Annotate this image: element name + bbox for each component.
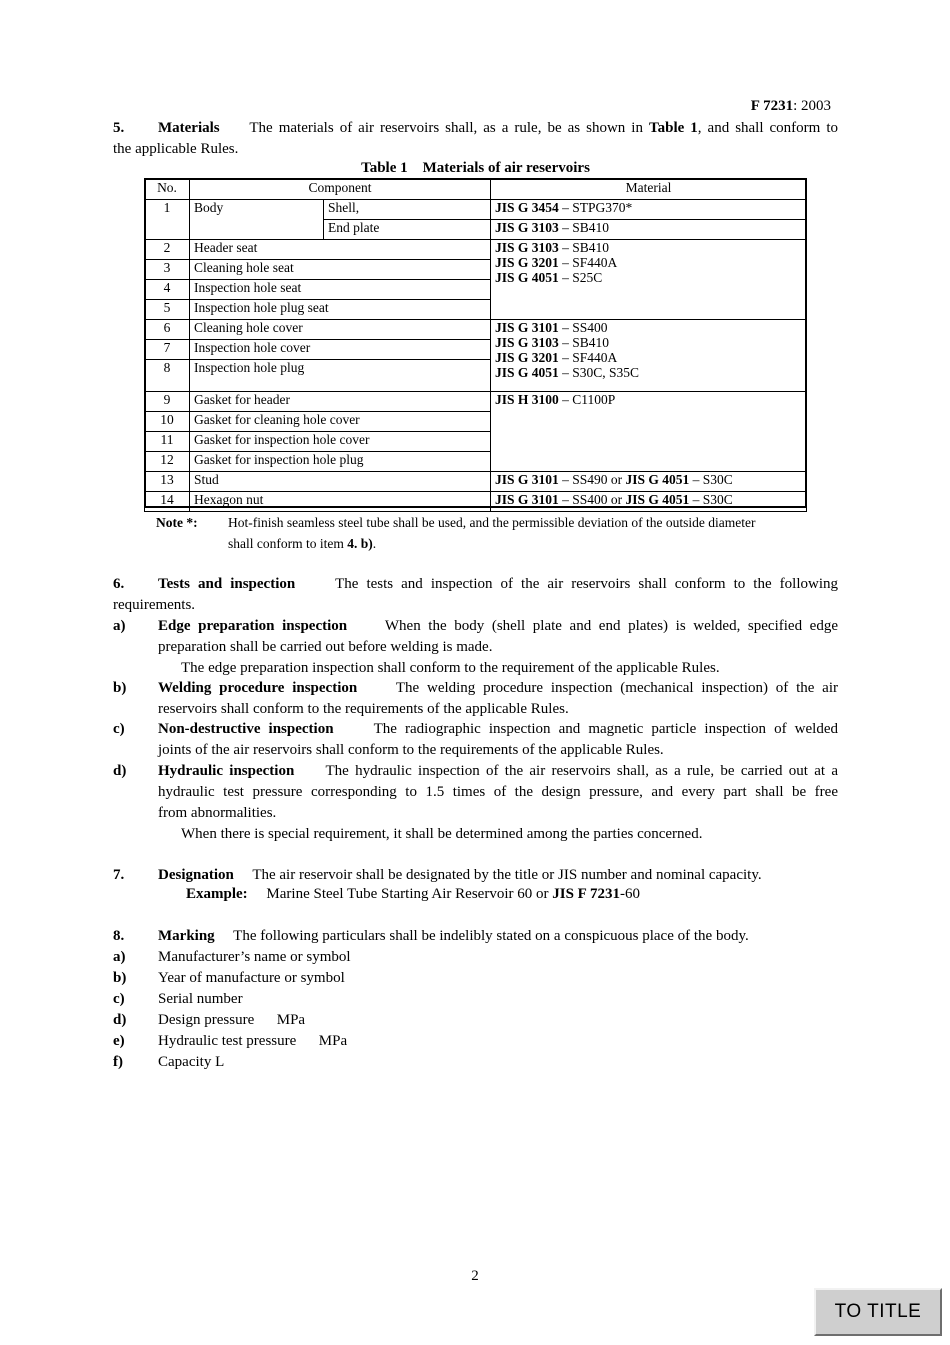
col-header-component: Component bbox=[190, 180, 491, 200]
section-5-heading: 5. Materials The materials of air reservoirs shall, as a rule, be as shown in Table 1, and shall conform to bbox=[113, 120, 839, 136]
table-reference: Table 1 bbox=[648, 120, 698, 136]
section-6-heading: 6. Tests and inspection The tests and inspection of the air reservoirs shall conform to the following bbox=[113, 576, 838, 592]
standard-number: F 7231 bbox=[750, 98, 794, 114]
table-note: Note *: Hot-finish seamless steel tube shall be used, and the permissible deviation of the outside diameter shall conform to item 4. b). bbox=[156, 515, 756, 551]
list-item: c) Serial number bbox=[113, 991, 243, 1007]
table-caption: Table 1 Materials of air reservoirs bbox=[361, 160, 590, 176]
section-6-title: Tests and inspection bbox=[158, 576, 296, 592]
list-item: b) Year of manufacture or symbol bbox=[113, 970, 345, 986]
material-group-c: JIS H 3100 – C1100P bbox=[491, 392, 807, 472]
table-header-row bbox=[145, 180, 807, 200]
inspection-d: d) Hydraulic inspection The hydraulic inspection of the air reservoirs shall, as a rule, be carried out at a hydraulic test pressure corresponding to 1.5 times of the design pressure, and every part shall be free from abnormalities. When there is special requirement, it shall be determined among the parties concerned. bbox=[113, 763, 838, 842]
table-row: 8 Inspection hole plug bbox=[145, 360, 807, 392]
standard-year: : 2003 bbox=[793, 98, 831, 114]
table-row: 13 Stud JIS G 3101 – SS490 or JIS G 4051 – S30C bbox=[145, 472, 807, 492]
table-row: 3 Cleaning hole seat bbox=[145, 260, 807, 280]
list-item: d) Design pressure MPa bbox=[113, 1012, 306, 1028]
table-row: 10 Gasket for cleaning hole cover bbox=[145, 412, 807, 432]
table-row: 4 Inspection hole seat bbox=[145, 280, 807, 300]
table-row: 9 Gasket for header JIS H 3100 – C1100P bbox=[145, 392, 807, 412]
designation-example: Example: Marine Steel Tube Starting Air Reservoir 60 or JIS F 7231-60 bbox=[186, 886, 641, 902]
table-row: 11 Gasket for inspection hole cover bbox=[145, 432, 807, 452]
col-header-material: Material bbox=[491, 180, 807, 200]
section-5-title: Materials bbox=[158, 120, 220, 136]
section-8-heading: 8. Marking The following particulars shall be indelibly stated on a conspicuous place of the body. bbox=[113, 928, 749, 944]
material-group-a: JIS G 3103 – SB410 JIS G 3201 – SF440A JIS G 4051 – S25C bbox=[491, 240, 807, 320]
list-item: e) Hydraulic test pressure MPa bbox=[113, 1033, 348, 1049]
section-7-heading: 7. Designation The air reservoir shall be designated by the title or JIS number and nominal capacity. bbox=[113, 867, 762, 883]
col-header-no: No. bbox=[145, 180, 190, 200]
materials-table bbox=[144, 179, 807, 512]
table-row: 1 Body Shell, JIS G 3454 – STPG370* bbox=[145, 200, 807, 220]
to-title-button[interactable]: TO TITLE bbox=[814, 1288, 942, 1336]
section-8-title: Marking bbox=[158, 928, 215, 944]
inspection-b: b) Welding procedure inspection The welding procedure inspection (mechanical inspection) of the air reservoirs shall conform to the requirements of the applicable Rules. bbox=[113, 680, 838, 717]
table-row: End plate JIS G 3103 – SB410 bbox=[145, 220, 807, 240]
table-row: 5 Inspection hole plug seat bbox=[145, 300, 807, 320]
list-item: f) Capacity L bbox=[113, 1054, 225, 1070]
document-header bbox=[751, 98, 831, 115]
section-5-text-cont: the applicable Rules. bbox=[113, 141, 239, 157]
table-row: 2 Header seat JIS G 3103 – SB410 JIS G 3201 – SF440A JIS G 4051 – S25C bbox=[145, 240, 807, 260]
table-row: 14 Hexagon nut JIS G 3101 – SS400 or JIS G 4051 – S30C bbox=[145, 492, 807, 512]
material-group-b: JIS G 3101 – SS400 JIS G 3103 – SB410 JIS G 3201 – SF440A JIS G 4051 – S30C, S35C bbox=[491, 320, 807, 392]
table-row: 6 Cleaning hole cover JIS G 3101 – SS400 JIS G 3103 – SB410 JIS G 3201 – SF440A JIS G 4051 – S30C, S35C bbox=[145, 320, 807, 340]
page-number: 2 bbox=[471, 1268, 479, 1284]
section-7-title: Designation bbox=[158, 867, 234, 883]
marking-list bbox=[113, 947, 838, 1073]
inspection-c: c) Non-destructive inspection The radiographic inspection and magnetic particle inspection of welded joints of the air reservoirs shall conform to the requirements of the applicable Rules. bbox=[113, 721, 838, 758]
inspection-a: a) Edge preparation inspection When the body (shell plate and end plates) is welded, specified edge preparation shall be carried out before welding is made. The edge preparation inspection shall conform to the requirement of the applicable Rules. bbox=[113, 618, 838, 676]
table-row: 7 Inspection hole cover bbox=[145, 340, 807, 360]
list-item: a) Manufacturer’s name or symbol bbox=[113, 949, 351, 965]
table-row: 12 Gasket for inspection hole plug bbox=[145, 452, 807, 472]
